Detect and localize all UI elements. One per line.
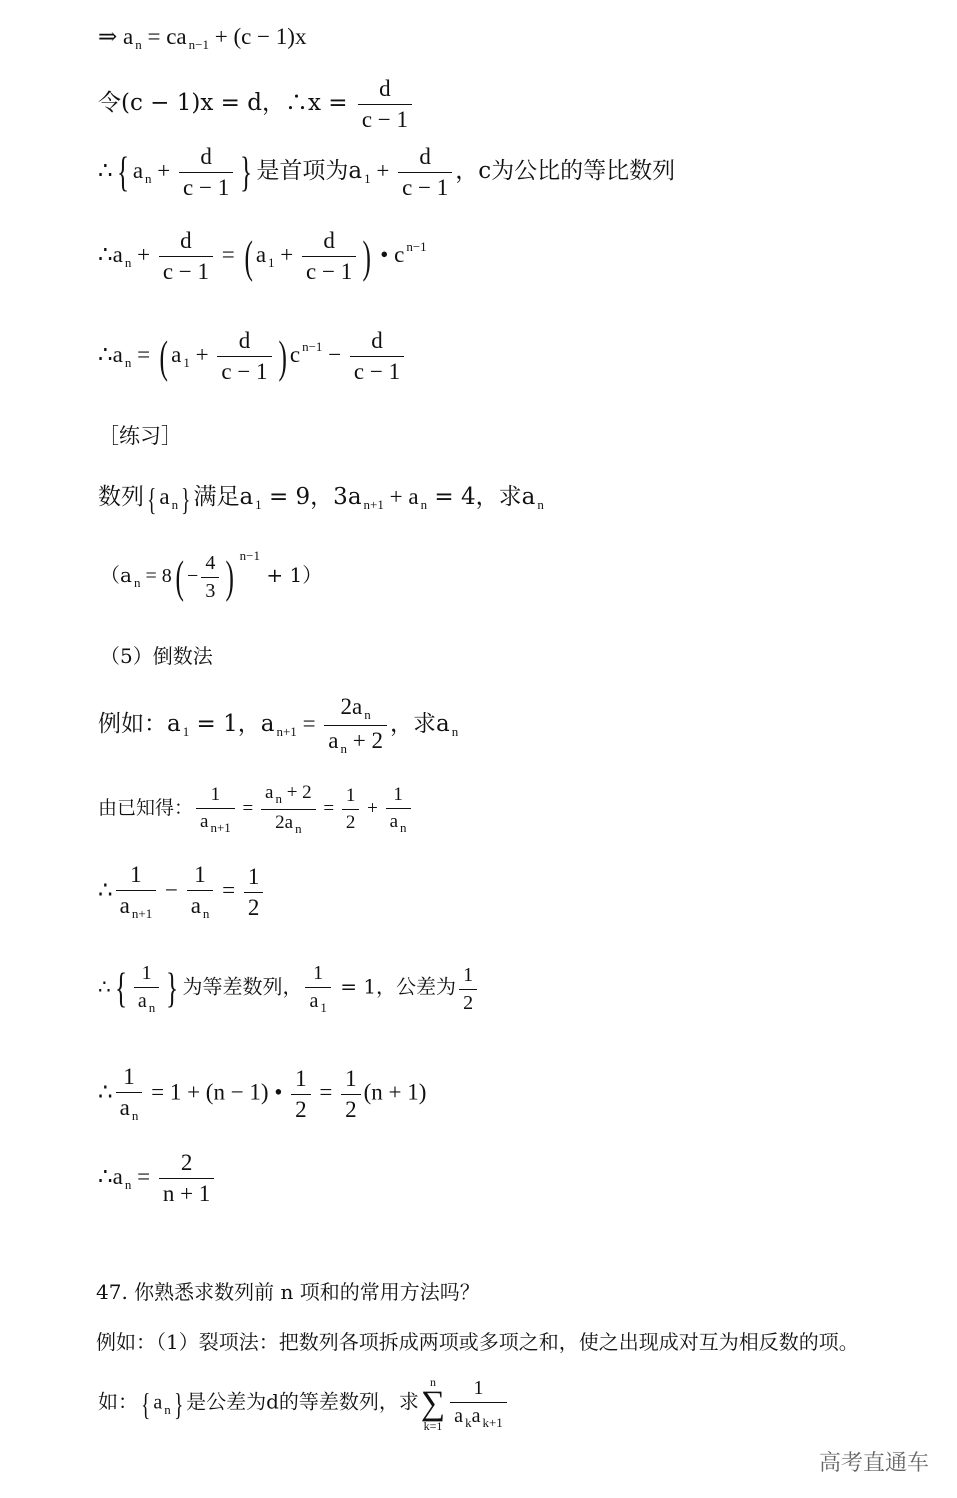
fraction bbox=[341, 1066, 361, 1123]
eq-line-15 bbox=[98, 1150, 217, 1207]
eq-text: c bbox=[289, 341, 301, 367]
numerator: 1 bbox=[116, 862, 157, 891]
eq-sup: n−1 bbox=[302, 338, 323, 354]
eq-line-10 bbox=[98, 694, 458, 757]
numerator: 1 bbox=[459, 964, 477, 990]
eq-sub: n bbox=[145, 170, 152, 186]
numerator: 1 bbox=[386, 784, 411, 809]
eq-text: 是首项为a bbox=[256, 157, 363, 184]
eq-text: = ca bbox=[141, 24, 187, 49]
eq-sub: 1 bbox=[183, 354, 190, 370]
eq-text: a bbox=[471, 1405, 481, 1427]
right-brace: } bbox=[173, 1386, 184, 1422]
example-text: 例如：（1）裂项法：把数列各项拆成两项或多项之和，使之出现成对互为相反数的项。 bbox=[96, 1330, 859, 1354]
watermark: 高考直通车 bbox=[818, 1451, 929, 1476]
eq-sub: n bbox=[400, 819, 407, 835]
fraction bbox=[358, 76, 412, 133]
left-brace: { bbox=[114, 966, 127, 1012]
numerator: d bbox=[398, 144, 452, 173]
eq-text: a bbox=[255, 241, 267, 267]
denominator bbox=[324, 726, 387, 757]
sum-lower-limit: k=1 bbox=[423, 1419, 443, 1433]
eq-text: ∴ bbox=[98, 877, 113, 903]
eq-text: = 8 bbox=[140, 565, 172, 587]
eq-sub: n+1 bbox=[276, 723, 297, 739]
eq-sub: n bbox=[135, 37, 142, 52]
fraction bbox=[159, 228, 213, 285]
eq-line-13 bbox=[98, 962, 480, 1016]
eq-line-11 bbox=[98, 782, 414, 837]
eq-text: ⇒ a bbox=[98, 24, 134, 49]
eq-text: + bbox=[151, 157, 177, 183]
denominator: 2 bbox=[345, 1096, 357, 1122]
eq-text: = 1 + (n − 1) • bbox=[145, 1079, 289, 1105]
eq-text: 2a bbox=[340, 694, 363, 719]
left-paren: ( bbox=[243, 230, 253, 282]
eq-line-1 bbox=[98, 24, 306, 53]
summation bbox=[421, 1376, 445, 1432]
denominator bbox=[196, 809, 235, 836]
eq-text: − bbox=[322, 341, 347, 367]
eq-text: ∴ bbox=[98, 976, 111, 999]
eq-text: a bbox=[159, 484, 170, 509]
eq-text: = 1，公差为 bbox=[333, 974, 457, 999]
fraction bbox=[217, 328, 271, 385]
fraction bbox=[159, 1150, 214, 1207]
fraction bbox=[386, 784, 411, 836]
denominator: c − 1 bbox=[162, 259, 210, 284]
left-paren: ( bbox=[159, 330, 168, 382]
eq-sub: n bbox=[124, 1176, 132, 1192]
eq-sub: n+1 bbox=[363, 497, 384, 512]
eq-line-14 bbox=[98, 1064, 426, 1124]
fraction bbox=[196, 784, 235, 836]
eq-text: + bbox=[131, 241, 156, 267]
eq-sub: n bbox=[148, 1000, 156, 1015]
fraction bbox=[116, 1064, 143, 1124]
eq-text: ∴a bbox=[98, 1163, 123, 1189]
eq-text: a bbox=[137, 990, 147, 1012]
eq-text: + 1） bbox=[260, 563, 323, 587]
eq-text: + bbox=[370, 157, 396, 183]
denominator bbox=[116, 891, 157, 922]
right-brace: } bbox=[181, 480, 191, 517]
heading-text: （5）倒数法 bbox=[100, 644, 213, 668]
numerator: 1 bbox=[116, 1064, 143, 1093]
denominator: c − 1 bbox=[306, 259, 353, 284]
left-brace: { bbox=[141, 1386, 151, 1422]
numerator: 1 bbox=[187, 862, 214, 891]
eq-sub: 1 bbox=[255, 497, 262, 512]
eq-sub: 1 bbox=[364, 170, 371, 186]
eq-text: + a bbox=[383, 484, 419, 509]
eq-text: a bbox=[119, 893, 130, 918]
eq-sub: n bbox=[420, 497, 428, 512]
eq-text: (n + 1) bbox=[363, 1079, 427, 1105]
fraction bbox=[261, 782, 316, 837]
question-47 bbox=[96, 1276, 480, 1305]
eq-text: 如： bbox=[98, 1389, 138, 1414]
eq-sub: n bbox=[202, 906, 210, 921]
eq-sub: n bbox=[124, 254, 132, 270]
eq-sub: n−1 bbox=[188, 37, 209, 52]
eq-text: = bbox=[313, 1079, 339, 1105]
left-brace: { bbox=[147, 480, 157, 517]
eq-text: 令(c − 1)x = d，∴x = bbox=[98, 89, 355, 116]
fraction bbox=[244, 864, 264, 921]
fraction bbox=[291, 1066, 311, 1123]
eq-sub: n bbox=[171, 497, 179, 512]
example-line bbox=[96, 1326, 859, 1355]
heading-text: ［练习］ bbox=[98, 424, 182, 448]
denominator bbox=[305, 988, 330, 1016]
eq-sub: n bbox=[133, 575, 141, 590]
numerator: 1 bbox=[134, 962, 159, 988]
left-brace: { bbox=[116, 149, 129, 196]
numerator: 4 bbox=[201, 552, 219, 578]
numerator: 1 bbox=[342, 785, 360, 810]
eq-text: （a bbox=[100, 563, 132, 587]
eq-sub: n bbox=[340, 741, 348, 756]
eq-line-2 bbox=[98, 76, 415, 133]
numerator: 1 bbox=[305, 962, 330, 988]
right-paren: ) bbox=[225, 551, 235, 603]
eq-text: a bbox=[190, 893, 201, 918]
eq-text: ，求a bbox=[390, 710, 450, 737]
eq-sub: n bbox=[537, 497, 544, 512]
denominator bbox=[116, 1093, 143, 1124]
denominator: 2 bbox=[295, 1096, 307, 1122]
eq-line-5 bbox=[98, 328, 407, 385]
eq-text: = bbox=[216, 241, 241, 267]
eq-text: 由已知得： bbox=[98, 796, 194, 819]
eq-sub: n+1 bbox=[131, 906, 153, 921]
fraction bbox=[398, 144, 452, 201]
numerator: d bbox=[302, 228, 356, 257]
practice-heading bbox=[98, 420, 182, 450]
eq-text: + bbox=[362, 797, 383, 819]
denominator: 3 bbox=[205, 579, 216, 602]
denominator: 2 bbox=[463, 991, 474, 1014]
denominator bbox=[187, 891, 214, 922]
eq-sup: n−1 bbox=[406, 238, 427, 254]
right-brace: } bbox=[166, 966, 179, 1012]
eq-sub: n bbox=[164, 1401, 171, 1417]
eq-text: + bbox=[274, 241, 300, 267]
sigma-symbol: ∑ bbox=[420, 1385, 446, 1422]
eq-text: = bbox=[131, 341, 156, 367]
eq-sub: k+1 bbox=[482, 1415, 503, 1430]
denominator bbox=[134, 988, 159, 1016]
numerator bbox=[324, 694, 387, 726]
numerator: d bbox=[217, 328, 271, 357]
eq-text: = bbox=[318, 797, 339, 819]
numerator: 1 bbox=[341, 1066, 361, 1095]
fraction bbox=[450, 1377, 507, 1431]
eq-sub: k bbox=[465, 1415, 472, 1430]
denominator: c − 1 bbox=[183, 175, 230, 200]
eq-text: = 9，3a bbox=[261, 484, 362, 510]
eq-text: a bbox=[454, 1405, 464, 1427]
eq-text: a bbox=[171, 341, 182, 367]
eq-text: = bbox=[296, 710, 322, 736]
denominator: c − 1 bbox=[221, 359, 268, 384]
eq-text: ∴a bbox=[98, 341, 123, 367]
eq-text: ∴ bbox=[98, 157, 113, 183]
eq-line-18 bbox=[98, 1376, 510, 1432]
eq-text: a bbox=[389, 810, 399, 832]
eq-sub: n bbox=[451, 723, 459, 739]
right-brace: } bbox=[240, 149, 253, 196]
eq-text: 数列 bbox=[98, 484, 144, 510]
right-paren: ) bbox=[362, 230, 372, 282]
eq-sub: n bbox=[131, 1108, 139, 1123]
eq-sub: n bbox=[364, 707, 371, 722]
eq-sub: n bbox=[124, 354, 132, 370]
eq-text: 是公差为d的等差数列，求 bbox=[186, 1389, 419, 1414]
numerator: 1 bbox=[244, 864, 264, 893]
eq-text: − bbox=[159, 877, 184, 903]
eq-line-7 bbox=[98, 478, 544, 515]
numerator: 1 bbox=[450, 1377, 507, 1403]
eq-line-12 bbox=[98, 862, 266, 922]
denominator: c − 1 bbox=[402, 175, 449, 200]
eq-text: + 2 bbox=[281, 782, 312, 803]
eq-sup: n−1 bbox=[239, 548, 260, 563]
sum-upper-limit: n bbox=[430, 1375, 437, 1389]
eq-text: a bbox=[119, 1095, 130, 1120]
numerator: 2 bbox=[159, 1150, 214, 1179]
numerator bbox=[261, 782, 316, 810]
eq-line-8 bbox=[100, 548, 322, 603]
eq-text: ，c为公比的等比数列 bbox=[455, 157, 676, 184]
eq-text: 例如：a bbox=[98, 710, 181, 737]
eq-sub: n bbox=[295, 821, 302, 836]
eq-text: ∴ bbox=[98, 1079, 113, 1105]
eq-text: = bbox=[216, 877, 241, 903]
denominator bbox=[261, 810, 316, 837]
eq-sub: n bbox=[275, 791, 282, 806]
method-heading bbox=[100, 640, 213, 669]
left-paren: ( bbox=[175, 551, 184, 603]
numerator: d bbox=[350, 328, 404, 357]
eq-line-4 bbox=[98, 228, 427, 285]
eq-text: − bbox=[187, 565, 199, 587]
numerator: d bbox=[179, 144, 233, 173]
eq-text: ∴a bbox=[98, 241, 123, 267]
eq-text: a bbox=[200, 810, 209, 832]
numerator: 1 bbox=[196, 784, 235, 809]
eq-text: 满足a bbox=[193, 484, 254, 510]
fraction bbox=[342, 785, 360, 834]
eq-sub: 1 bbox=[268, 254, 275, 270]
right-paren: ) bbox=[277, 330, 287, 382]
eq-text: + bbox=[189, 341, 215, 367]
fraction bbox=[201, 552, 219, 603]
eq-sub: n+1 bbox=[210, 819, 231, 835]
eq-text: a bbox=[132, 157, 144, 183]
fraction bbox=[459, 964, 477, 1015]
eq-text: + 2 bbox=[347, 728, 383, 753]
numerator: d bbox=[159, 228, 213, 257]
eq-text: a bbox=[265, 782, 274, 803]
denominator: c − 1 bbox=[353, 359, 401, 384]
denominator: 2 bbox=[247, 894, 260, 920]
denominator bbox=[386, 809, 411, 836]
eq-text: 2a bbox=[275, 812, 294, 833]
eq-sub: 1 bbox=[182, 723, 190, 739]
denominator: n + 1 bbox=[162, 1181, 211, 1206]
eq-text: a bbox=[153, 1391, 163, 1414]
denominator bbox=[450, 1403, 507, 1431]
eq-text: = 1，a bbox=[189, 710, 275, 737]
eq-text: + (c − 1)x bbox=[208, 24, 307, 49]
eq-text: = bbox=[237, 797, 259, 819]
eq-text: = bbox=[131, 1163, 156, 1189]
fraction bbox=[116, 862, 157, 922]
eq-text: a bbox=[309, 990, 319, 1012]
numerator: 1 bbox=[291, 1066, 311, 1095]
denominator: c − 1 bbox=[361, 107, 408, 132]
fraction bbox=[302, 228, 356, 285]
fraction bbox=[134, 962, 159, 1016]
eq-text: • c bbox=[374, 241, 405, 267]
fraction bbox=[350, 328, 404, 385]
eq-text: a bbox=[328, 728, 339, 753]
eq-sub: 1 bbox=[320, 1000, 327, 1015]
numerator: d bbox=[358, 76, 412, 105]
eq-text: = 4，求a bbox=[427, 484, 536, 510]
fraction bbox=[305, 962, 330, 1016]
eq-line-3 bbox=[98, 144, 675, 201]
fraction bbox=[179, 144, 233, 201]
question-text: 47. 你熟悉求数列前 n 项和的常用方法吗？ bbox=[96, 1280, 480, 1304]
denominator: 2 bbox=[345, 812, 356, 833]
fraction bbox=[187, 862, 214, 922]
eq-text: 为等差数列， bbox=[182, 974, 303, 999]
fraction bbox=[324, 694, 387, 757]
